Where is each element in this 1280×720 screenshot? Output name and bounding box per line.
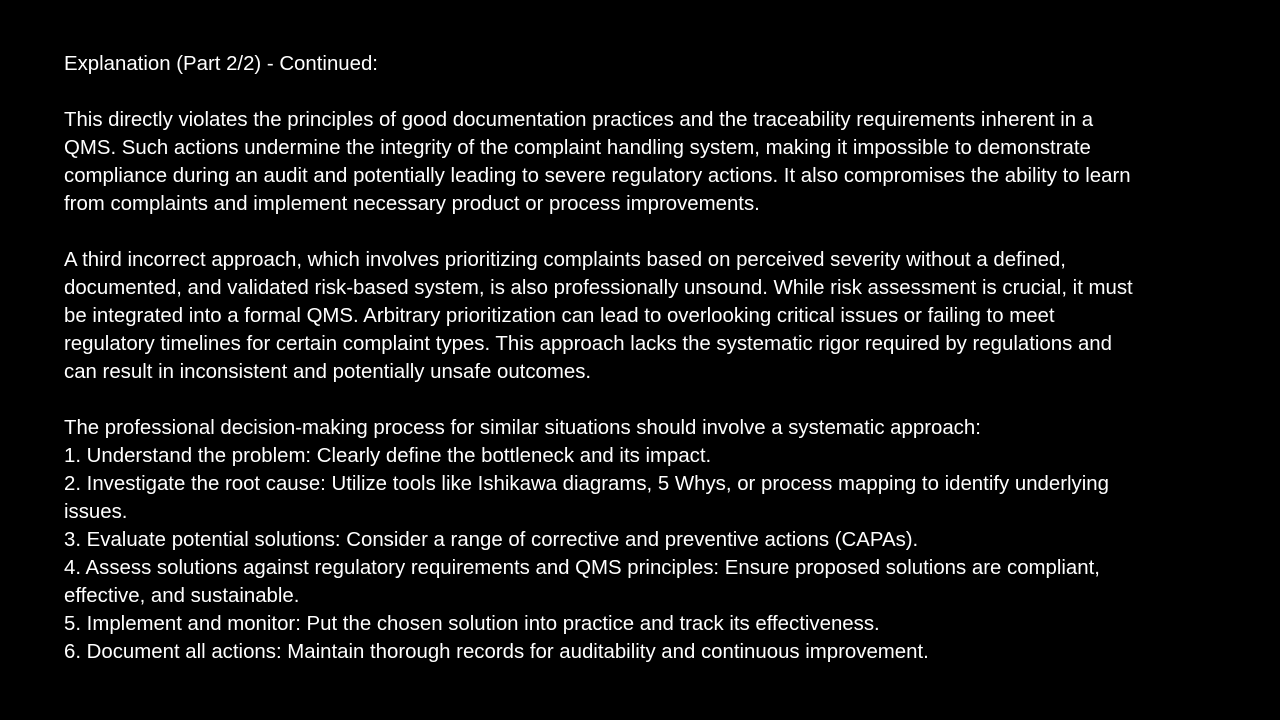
paragraph-1: [64, 106, 1214, 218]
heading: Explanation (Part 2/2) - Continued:: [64, 53, 378, 75]
paragraph-2: [64, 246, 1214, 386]
spacer: [64, 386, 1214, 414]
step-line: 3. Evaluate potential solutions: Consider a range of corrective and preventive actions (CAPAs).: [64, 529, 919, 551]
paragraph-line: documented, and validated risk-based system, is also professionally unsound. While risk assessment is crucial, it must: [64, 277, 1133, 299]
step-line: issues.: [64, 501, 128, 523]
step-line: 6. Document all actions: Maintain thorough records for auditability and continuous improvement.: [64, 641, 929, 663]
paragraph-line: compliance during an audit and potentially leading to severe regulatory actions. It also compromises the ability to learn: [64, 165, 1131, 187]
paragraph-intro: The professional decision-making process for similar situations should involve a systematic approach:: [64, 417, 981, 439]
paragraph-line: QMS. Such actions undermine the integrity of the complaint handling system, making it impossible to demonstrate: [64, 137, 1091, 159]
paragraph-line: be integrated into a formal QMS. Arbitrary prioritization can lead to overlooking critical issues or failing to meet: [64, 305, 1055, 327]
spacer: [64, 218, 1214, 246]
paragraph-line: can result in inconsistent and potentially unsafe outcomes.: [64, 361, 592, 383]
step-line: 4. Assess solutions against regulatory requirements and QMS principles: Ensure proposed solutions are compliant,: [64, 557, 1100, 579]
paragraph-line: regulatory timelines for certain complaint types. This approach lacks the systematic rigor required by regulations and: [64, 333, 1112, 355]
step-line: 1. Understand the problem: Clearly define the bottleneck and its impact.: [64, 445, 712, 467]
paragraph-3: [64, 414, 1214, 666]
paragraph-line: This directly violates the principles of good documentation practices and the traceability requirements inherent in a: [64, 109, 1094, 131]
step-line: 2. Investigate the root cause: Utilize tools like Ishikawa diagrams, 5 Whys, or process mapping to identify underlying: [64, 473, 1109, 495]
step-line: effective, and sustainable.: [64, 585, 300, 607]
spacer: [64, 78, 1214, 106]
step-line: 5. Implement and monitor: Put the chosen solution into practice and track its effectiveness.: [64, 613, 880, 635]
paragraph-line: A third incorrect approach, which involves prioritizing complaints based on perceived severity without a defined,: [64, 249, 1066, 271]
paragraph-line: from complaints and implement necessary product or process improvements.: [64, 193, 760, 215]
document-body: [64, 50, 1214, 666]
